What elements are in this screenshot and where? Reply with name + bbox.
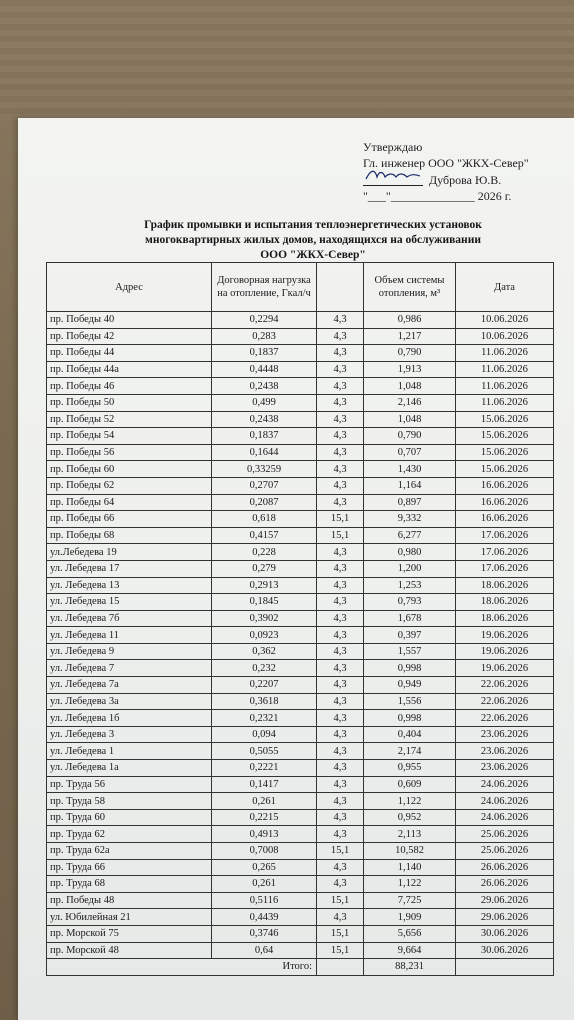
cell-load: 0,0923 [212,627,317,644]
cell-temp: 4,3 [317,594,364,611]
cell-date: 11.06.2026 [456,378,554,395]
cell-volume: 1,048 [364,378,456,395]
cell-address: пр. Труда 68 [47,876,212,893]
cell-address: пр. Победы 60 [47,461,212,478]
cell-temp: 4,3 [317,444,364,461]
cell-temp: 15,1 [317,527,364,544]
table-row [47,643,554,660]
header-load: Договорная нагрузка на отопление, Гкал/ч [212,263,317,312]
cell-load: 0,4157 [212,527,317,544]
cell-address: пр. Морской 75 [47,925,212,942]
table-row [47,544,554,561]
cell-address: пр. Труда 60 [47,809,212,826]
cell-load: 0,4913 [212,826,317,843]
cell-volume: 1,430 [364,461,456,478]
table-row [47,361,554,378]
cell-date: 15.06.2026 [456,411,554,428]
table-row [47,577,554,594]
table-row [47,428,554,445]
cell-temp: 15,1 [317,925,364,942]
cell-date: 19.06.2026 [456,643,554,660]
table-row [47,461,554,478]
cell-date: 10.06.2026 [456,312,554,329]
table-row [47,345,554,362]
cell-address: пр. Победы 42 [47,328,212,345]
cell-date: 19.06.2026 [456,627,554,644]
table-row [47,494,554,511]
cell-load: 0,2207 [212,677,317,694]
cell-load: 0,1417 [212,776,317,793]
cell-address: пр. Победы 56 [47,444,212,461]
cell-temp: 4,3 [317,826,364,843]
cell-address: ул. Лебедева 1а [47,760,212,777]
table-row [47,378,554,395]
cell-address: пр. Победы 64 [47,494,212,511]
table-row [47,328,554,345]
cell-temp: 4,3 [317,477,364,494]
cell-temp: 4,3 [317,378,364,395]
cell-volume: 10,582 [364,843,456,860]
cell-temp: 4,3 [317,809,364,826]
cell-address: ул. Лебедева 13 [47,577,212,594]
document-page [18,118,574,1020]
table-total-row [47,959,554,976]
cell-date: 15.06.2026 [456,461,554,478]
cell-load: 0,64 [212,942,317,959]
cell-date: 11.06.2026 [456,394,554,411]
title-line-3: ООО "ЖКХ-Север" [260,249,366,261]
table-row [47,892,554,909]
cell-date: 23.06.2026 [456,726,554,743]
approval-position: Гл. инженер ООО "ЖКХ-Север" [363,155,529,170]
cell-date: 29.06.2026 [456,892,554,909]
cell-load: 0,1644 [212,444,317,461]
cell-address: ул. Лебедева 7 [47,660,212,677]
cell-temp: 4,3 [317,726,364,743]
title-line-1: График промывки и испытания теплоэнергетических установок [144,219,482,231]
approval-heading: Утверждаю [363,140,423,154]
cell-temp: 4,3 [317,345,364,362]
cell-address: ул. Лебедева 3 [47,726,212,743]
cell-address: ул. Лебедева 7а [47,677,212,694]
cell-volume: 1,122 [364,876,456,893]
cell-volume: 0,897 [364,494,456,511]
cell-temp: 4,3 [317,909,364,926]
cell-address: ул. Лебедева 7б [47,610,212,627]
cell-date: 30.06.2026 [456,942,554,959]
cell-date: 22.06.2026 [456,693,554,710]
signature-line [363,171,563,189]
cell-load: 0,283 [212,328,317,345]
cell-volume: 0,998 [364,660,456,677]
cell-volume: 2,174 [364,743,456,760]
cell-address: ул.Лебедева 19 [47,544,212,561]
table-row [47,610,554,627]
signer-name: Дуброва Ю.В. [429,173,502,187]
approval-date: "___"______________ 2026 г. [363,188,512,203]
table-row [47,710,554,727]
cell-volume: 0,397 [364,627,456,644]
cell-address: ул. Юбилейная 21 [47,909,212,926]
table-row [47,527,554,544]
table-row [47,677,554,694]
cell-volume: 7,725 [364,892,456,909]
table-row [47,312,554,329]
cell-temp: 4,3 [317,776,364,793]
cell-temp: 4,3 [317,876,364,893]
cell-temp: 4,3 [317,428,364,445]
table-header-row [47,263,554,312]
cell-date: 17.06.2026 [456,560,554,577]
cell-load: 0,1837 [212,345,317,362]
cell-load: 0,2321 [212,710,317,727]
cell-address: пр. Победы 44 [47,345,212,362]
header-volume: Объем системы отопления, м³ [364,263,456,312]
table-row [47,793,554,810]
cell-load: 0,4448 [212,361,317,378]
cell-date: 25.06.2026 [456,826,554,843]
cell-address: пр. Труда 62 [47,826,212,843]
cell-volume: 1,909 [364,909,456,926]
cell-address: пр. Победы 40 [47,312,212,329]
cell-date: 19.06.2026 [456,660,554,677]
table-row [47,743,554,760]
cell-volume: 0,790 [364,428,456,445]
table-row [47,693,554,710]
cell-load: 0,3902 [212,610,317,627]
cell-volume: 0,998 [364,710,456,727]
cell-temp: 4,3 [317,627,364,644]
approval-block [363,140,563,204]
cell-volume: 0,404 [364,726,456,743]
cell-load: 0,33259 [212,461,317,478]
total-label: Итого: [47,959,317,976]
cell-address: ул. Лебедева 15 [47,594,212,611]
cell-date: 16.06.2026 [456,477,554,494]
cell-volume: 0,707 [364,444,456,461]
cell-load: 0,2438 [212,378,317,395]
document-title [78,218,548,263]
cell-date: 17.06.2026 [456,544,554,561]
cell-load: 0,232 [212,660,317,677]
cell-temp: 4,3 [317,411,364,428]
table-row [47,394,554,411]
cell-date: 10.06.2026 [456,328,554,345]
table-row [47,726,554,743]
cell-address: ул. Лебедева 11 [47,627,212,644]
cell-load: 0,2913 [212,577,317,594]
cell-address: ул. Лебедева 1 [47,743,212,760]
cell-address: пр. Труда 62а [47,843,212,860]
cell-address: пр. Труда 58 [47,793,212,810]
cell-volume: 0,952 [364,809,456,826]
cell-date: 29.06.2026 [456,909,554,926]
cell-temp: 4,3 [317,361,364,378]
cell-load: 0,7008 [212,843,317,860]
cell-volume: 2,146 [364,394,456,411]
cell-load: 0,3746 [212,925,317,942]
cell-date: 18.06.2026 [456,577,554,594]
cell-temp: 4,3 [317,544,364,561]
cell-address: пр. Победы 54 [47,428,212,445]
cell-address: пр. Победы 50 [47,394,212,411]
cell-volume: 1,164 [364,477,456,494]
table-row [47,511,554,528]
header-address: Адрес [47,263,212,312]
header-date: Дата [456,263,554,312]
cell-volume: 1,140 [364,859,456,876]
cell-temp: 4,3 [317,494,364,511]
cell-volume: 1,556 [364,693,456,710]
cell-temp: 4,3 [317,577,364,594]
cell-load: 0,2215 [212,809,317,826]
cell-date: 24.06.2026 [456,776,554,793]
cell-address: пр. Победы 46 [47,378,212,395]
cell-load: 0,2087 [212,494,317,511]
cell-load: 0,5116 [212,892,317,909]
cell-temp: 15,1 [317,892,364,909]
cell-date: 11.06.2026 [456,361,554,378]
table-row [47,859,554,876]
cell-volume: 0,986 [364,312,456,329]
table-row [47,826,554,843]
cell-address: пр. Морской 48 [47,942,212,959]
cell-date: 16.06.2026 [456,494,554,511]
cell-load: 0,279 [212,560,317,577]
table-row [47,411,554,428]
cell-temp: 4,3 [317,560,364,577]
cell-load: 0,499 [212,394,317,411]
total-date-empty [456,959,554,976]
cell-date: 22.06.2026 [456,677,554,694]
table-row [47,776,554,793]
cell-date: 24.06.2026 [456,809,554,826]
cell-date: 26.06.2026 [456,859,554,876]
cell-temp: 4,3 [317,677,364,694]
cell-date: 17.06.2026 [456,527,554,544]
cell-address: пр. Победы 52 [47,411,212,428]
table-row [47,660,554,677]
cell-temp: 4,3 [317,394,364,411]
cell-volume: 5,656 [364,925,456,942]
cell-date: 16.06.2026 [456,511,554,528]
cell-temp: 4,3 [317,461,364,478]
cell-address: пр. Труда 56 [47,776,212,793]
table-body [47,312,554,959]
schedule-table [46,262,554,976]
table-row [47,560,554,577]
cell-address: ул. Лебедева 1б [47,710,212,727]
cell-date: 24.06.2026 [456,793,554,810]
cell-temp: 4,3 [317,793,364,810]
cell-volume: 9,332 [364,511,456,528]
cell-address: ул. Лебедева 9 [47,643,212,660]
cell-volume: 9,664 [364,942,456,959]
cell-temp: 4,3 [317,743,364,760]
cell-load: 0,261 [212,876,317,893]
cell-load: 0,2438 [212,411,317,428]
cell-temp: 4,3 [317,328,364,345]
cell-temp: 4,3 [317,610,364,627]
cell-date: 26.06.2026 [456,876,554,893]
cell-volume: 1,048 [364,411,456,428]
cell-volume: 1,122 [364,793,456,810]
handwritten-signature [363,171,423,186]
cell-temp: 4,3 [317,859,364,876]
cell-load: 0,2294 [212,312,317,329]
cell-address: ул. Лебедева 17 [47,560,212,577]
cell-temp: 4,3 [317,312,364,329]
cell-address: ул. Лебедева 3а [47,693,212,710]
cell-address: пр. Победы 62 [47,477,212,494]
cell-date: 15.06.2026 [456,428,554,445]
table-row [47,760,554,777]
cell-date: 11.06.2026 [456,345,554,362]
cell-temp: 15,1 [317,843,364,860]
cell-volume: 1,200 [364,560,456,577]
cell-load: 0,618 [212,511,317,528]
cell-temp: 15,1 [317,942,364,959]
cell-volume: 1,557 [364,643,456,660]
cell-volume: 0,955 [364,760,456,777]
cell-load: 0,362 [212,643,317,660]
table-row [47,444,554,461]
cell-temp: 15,1 [317,511,364,528]
cell-date: 25.06.2026 [456,843,554,860]
cell-address: пр. Победы 68 [47,527,212,544]
cell-volume: 0,980 [364,544,456,561]
cell-date: 30.06.2026 [456,925,554,942]
cell-temp: 4,3 [317,760,364,777]
table-row [47,909,554,926]
cell-volume: 2,113 [364,826,456,843]
cell-temp: 4,3 [317,710,364,727]
table-row [47,876,554,893]
cell-date: 22.06.2026 [456,710,554,727]
cell-load: 0,4439 [212,909,317,926]
cell-volume: 0,949 [364,677,456,694]
cell-address: пр. Победы 44а [47,361,212,378]
cell-volume: 1,678 [364,610,456,627]
cell-date: 23.06.2026 [456,760,554,777]
title-line-2: многоквартирных жилых домов, находящихся на обслуживании [145,234,481,246]
table-row [47,925,554,942]
cell-address: пр. Победы 48 [47,892,212,909]
cell-volume: 0,609 [364,776,456,793]
cell-load: 0,228 [212,544,317,561]
cell-address: пр. Победы 66 [47,511,212,528]
cell-load: 0,2221 [212,760,317,777]
cell-temp: 4,3 [317,660,364,677]
table-row [47,942,554,959]
cell-volume: 6,277 [364,527,456,544]
table-row [47,594,554,611]
cell-load: 0,2707 [212,477,317,494]
cell-load: 0,1837 [212,428,317,445]
cell-date: 15.06.2026 [456,444,554,461]
table-row [47,843,554,860]
cell-load: 0,5055 [212,743,317,760]
cell-date: 18.06.2026 [456,594,554,611]
cell-volume: 0,790 [364,345,456,362]
table-row [47,627,554,644]
cell-temp: 4,3 [317,693,364,710]
table-row [47,477,554,494]
cell-load: 0,094 [212,726,317,743]
cell-address: пр. Труда 66 [47,859,212,876]
cell-volume: 0,793 [364,594,456,611]
cell-load: 0,1845 [212,594,317,611]
table-row [47,809,554,826]
cell-temp: 4,3 [317,643,364,660]
header-temp [317,263,364,312]
cell-date: 18.06.2026 [456,610,554,627]
cell-load: 0,3618 [212,693,317,710]
cell-volume: 1,217 [364,328,456,345]
cell-volume: 1,253 [364,577,456,594]
cell-volume: 1,913 [364,361,456,378]
total-volume: 88,231 [364,959,456,976]
total-empty-cell [317,959,364,976]
cell-load: 0,261 [212,793,317,810]
cell-load: 0,265 [212,859,317,876]
cell-date: 23.06.2026 [456,743,554,760]
